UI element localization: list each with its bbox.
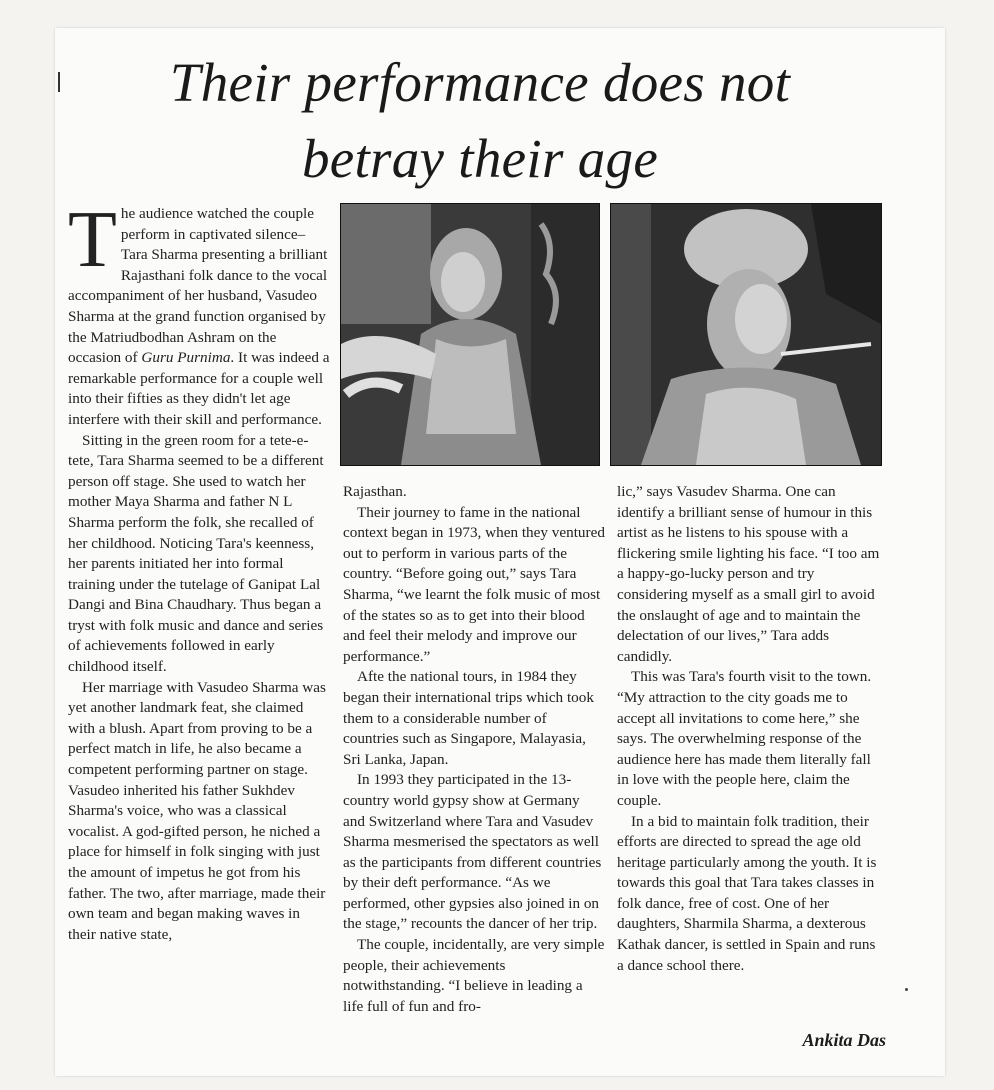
paragraph-3: Her marriage with Vasudeo Sharma was yet another landmark feat, she claimed with a blush. Apart from proving to be a perfect match in life, he also became a competent performing partner on stage. Vasudeo inherited his father Sukhdev Sharma's voice, who was a classical vocalist. A god-gifted person, he niched a place for himself in folk singing with just the amount of impetus he got from his father. The two, after marriage, made their own team and began making waves in their native state, [68,678,326,943]
paragraph-10: This was Tara's fourth visit to the town. “My attraction to the city goads me to accept all invitations to come here,” she says. The overwhelming response of the audience here has made them literally fall in love with the people here, claim the couple. [617,668,872,809]
paragraph-5: Their journey to fame in the national context began in 1973, when they ventured out to perform in various parts of the country. “Before going out,” says Tara Sharma, “we learnt the folk music of most of the states so as to get into their blood and feel their melody and improve our performance.” [343,503,605,665]
paragraph-2: Sitting in the green room for a tete-e-tete, Tara Sharma seemed to be a different person off stage. She used to watch her mother Maya Sharma and father N L Sharma perform the folk, she recalled of her childhood. Noticing Tara's keenness, her parents initiated her into formal training under the tutelage of Ganipat Lal Dangi and Bina Chaudhary. Thus began a tryst with folk music and dance and series of achievements followed in early childhood itself. [68,431,324,676]
photo-dancer [340,203,600,466]
paragraph-1: The audience watched the couple perform in captivated silence– Tara Sharma presenting a brilliant Rajasthani folk dance to the vocal accompaniment of her husband, Vasudeo Sharma at the grand function organised by the Matriudbodhan Ashram on the occasion of Guru Purnima. It was indeed a remarkable performance for a couple well into their fifties as they didn't let age interfere with their skill and performance. [68,196,330,428]
photo-singer-image [611,204,881,465]
paragraph-11: In a bid to maintain folk tradition, their efforts are directed to spread the age old heritage particularly among the youth. It is towards this goal that Tara takes classes in folk dance, free of cost. One of her daughters, Sharmila Sharma, a dexterous Kathak dancer, is settled in Spain and runs a dance school there. [617,812,877,974]
column-3 [617,482,885,976]
column-1 [68,196,330,945]
paragraph-8: The couple, incidentally, are very simple people, their achievements notwithstanding. “I believe in leading a life full of fun and fro- [343,936,605,1015]
photo-singer [610,203,882,466]
paragraph-6: Afte the national tours, in 1984 they began their international trips which took them to a considerable number of countries such as Singapore, Malayasia, Sri Lanka, Japan. [343,668,594,768]
paper-speck [905,988,908,991]
headline: Their performance does not betray their age [169,52,791,189]
guru-purnima-emphasis: Guru Purnima [141,349,231,367]
paragraph-7: In 1993 they participated in the 13-country world gypsy show at Germany and Switzerland where Tara and Vasudev Sharma mesmerised the spectators as well as the participants from different countries by their deft performance. “As we performed, other gypsies also joined in on the stage,” recounts the dancer of her trip. [343,771,602,933]
drop-cap: T [68,196,117,284]
byline: Ankita Das [802,1030,886,1050]
margin-mark [58,72,60,92]
paragraph-4: Rajasthan. [343,483,407,500]
column-2 [343,482,605,1017]
photo-dancer-image [341,204,599,465]
paragraph-9: lic,” says Vasudev Sharma. One can identify a brilliant sense of humour in this artist as he listens to his spouse with a flickering smile lighting his face. “I too am a happy-go-lucky person and try considering myself as a small girl to avoid the onslaught of age and to maintain the delectation of our lives,” Tara adds candidly. [617,483,880,665]
